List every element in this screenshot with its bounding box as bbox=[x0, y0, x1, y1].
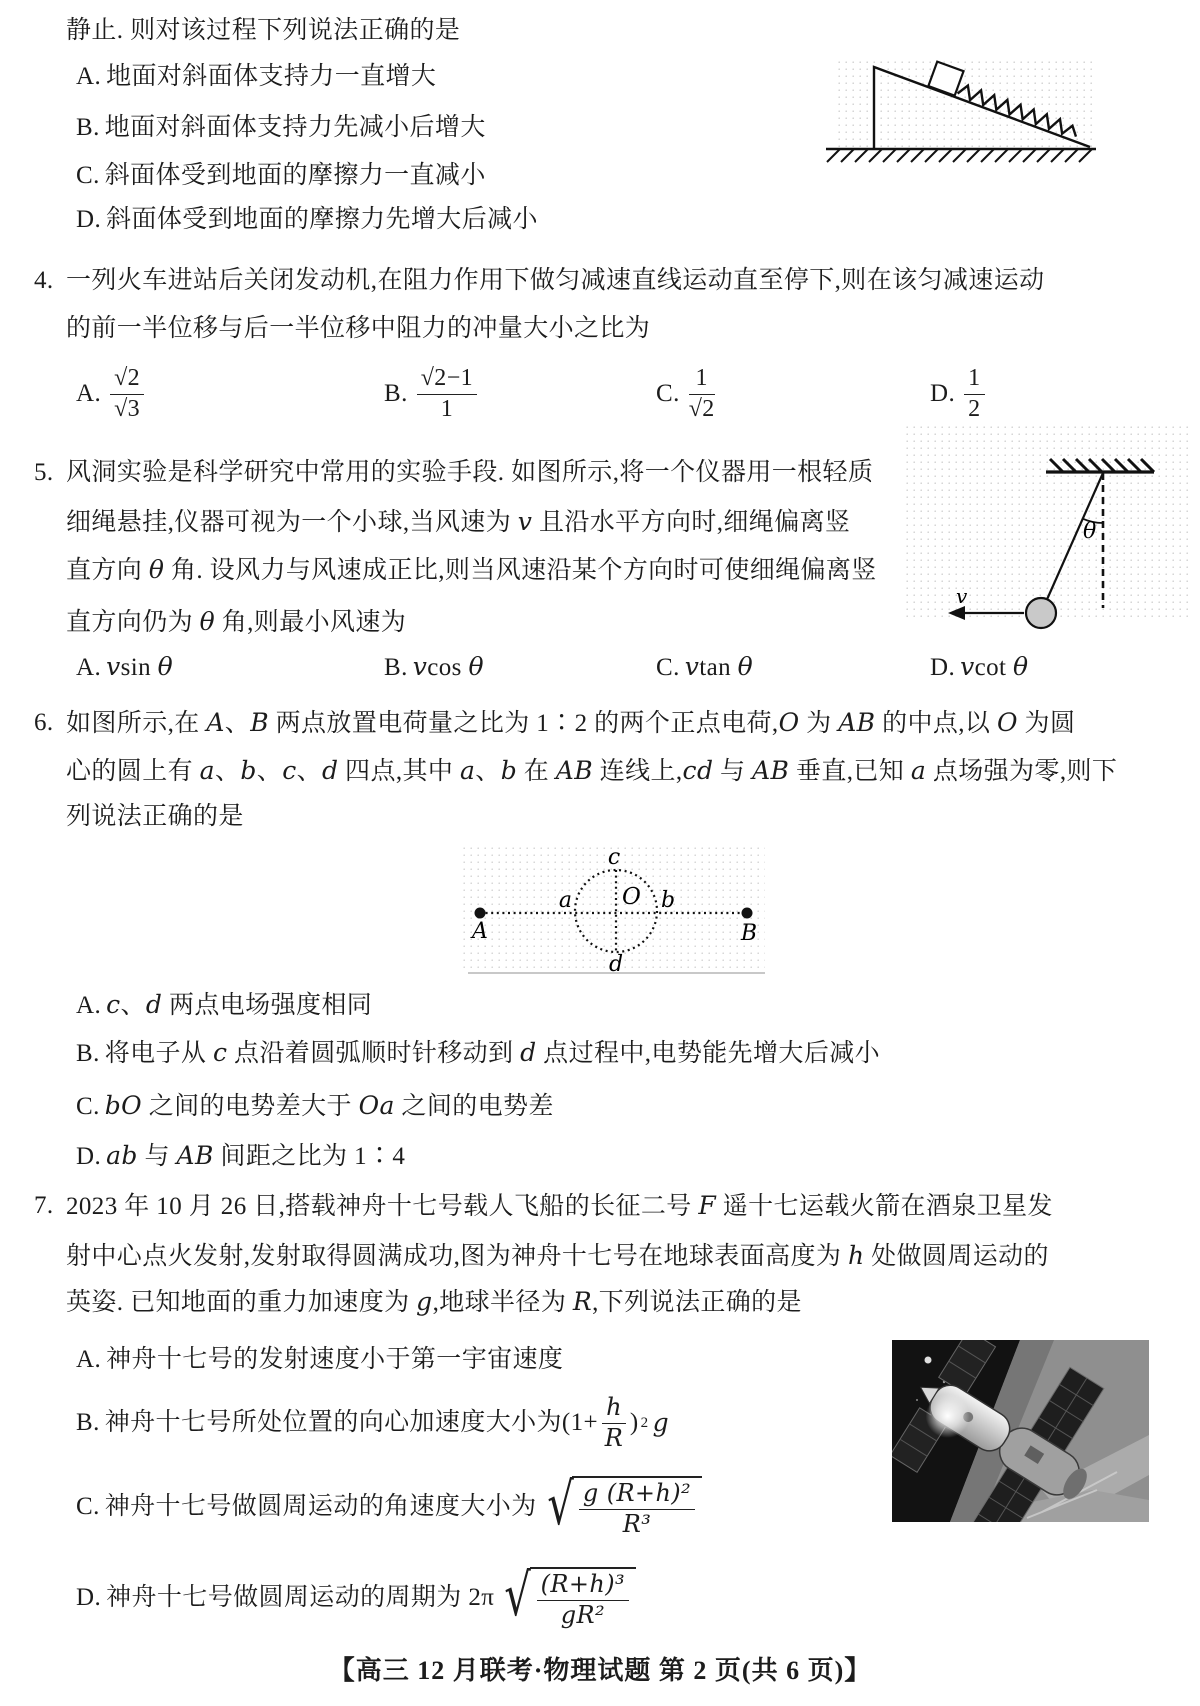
fraction: $\frac{1}{2}$ bbox=[964, 365, 984, 423]
q3-option-c: C. 斜面体受到地面的摩擦力一直减小 bbox=[76, 162, 486, 189]
q7-option-c: C. 神舟十七号做圆周运动的角速度大小为 √ $\frac{\text{g (R+h)²}}{\text{R³}}$ bbox=[76, 1468, 702, 1546]
theta-label: θ bbox=[1083, 519, 1097, 544]
shenzhou-17-photo bbox=[892, 1340, 1149, 1522]
q5-option-c: C. vtan θ bbox=[656, 652, 754, 681]
q4-option-c: C. $\frac{1}{√2}$ bbox=[656, 364, 715, 422]
q3-option-a: A. 地面对斜面体支持力一直增大 bbox=[76, 63, 437, 90]
v-label: v bbox=[956, 584, 968, 608]
incline-spring-block-diagram bbox=[768, 40, 1098, 165]
q6-stem-line-1: 如图所示,在 A、B 两点放置电荷量之比为 1∶2 的两个正点电荷,O 为 AB 的中点,以 O 为圆 bbox=[66, 708, 1076, 737]
wind-pendulum-diagram bbox=[878, 405, 1198, 630]
q6-number: 6. bbox=[34, 709, 54, 736]
q5-option-d: D. vcot θ bbox=[930, 652, 1029, 681]
q4-number: 4. bbox=[34, 267, 54, 294]
label-a: a bbox=[558, 888, 572, 913]
charge-B-dot bbox=[742, 908, 753, 919]
q5-number: 5. bbox=[34, 459, 54, 486]
q6-stem-line-2: 心的圆上有 a、b、c、d 四点,其中 a、b 在 AB 连线上,cd 与 AB 垂直,已知 a 点场强为零,则下 bbox=[66, 756, 1118, 785]
q5-stem-line-3: 直方向 θ 角. 设风力与风速成正比,则当风速沿某个方向时可使细绳偏离竖 bbox=[66, 555, 877, 584]
q6-stem-line-3: 列说法正确的是 bbox=[66, 803, 244, 830]
q5-option-b: B. vcos θ bbox=[384, 652, 484, 681]
charge-A-dot bbox=[475, 908, 486, 919]
label-c: c bbox=[607, 845, 621, 870]
radical-sign: √ bbox=[546, 1470, 574, 1538]
q7-option-b: B. 神舟十七号所处位置的向心加速度大小为(1+ $\frac{h}{R}$ ) 2 g bbox=[76, 1392, 669, 1452]
square-root bbox=[542, 1470, 703, 1538]
q5-option-a: A. vsin θ bbox=[76, 652, 174, 681]
square-root bbox=[499, 1561, 636, 1629]
q4-option-d: D. $\frac{1}{2}$ bbox=[930, 356, 989, 432]
q6-option-d: D. ab 与 AB 间距之比为 1∶4 bbox=[76, 1141, 406, 1170]
fraction: $\frac{\text{g (R+h)²}}{\text{R³}}$ bbox=[579, 1480, 695, 1538]
fraction: $\frac{\text{(R+h)³}}{\text{gR²}}$ bbox=[537, 1571, 629, 1629]
star bbox=[916, 1399, 918, 1401]
star bbox=[925, 1357, 932, 1364]
q7-stem-line-1: 2023 年 10 月 26 日,搭载神舟十七号载人飞船的长征二号 F 遥十七运载火箭在酒泉卫星发 bbox=[66, 1191, 1053, 1220]
q5-stem-line-4: 直方向仍为 θ 角,则最小风速为 bbox=[66, 607, 407, 636]
q4-stem-line-1: 一列火车进站后关闭发动机,在阻力作用下做匀减速直线运动直至停下,则在该匀减速运动 bbox=[66, 267, 1045, 294]
fraction: $\frac{1}{√2}$ bbox=[688, 364, 715, 422]
q4-option-a: A. $\frac{√2}{√3}$ bbox=[76, 356, 148, 432]
ground-hatching bbox=[827, 149, 1092, 162]
radical-sign: √ bbox=[504, 1561, 532, 1629]
q6-option-b: B. 将电子从 c 点沿着圆弧顺时针移动到 d 点过程中,电势能先增大后减小 bbox=[76, 1038, 881, 1067]
halftone-background bbox=[905, 425, 1190, 620]
q4-option-b: B. $\frac{√2-1}{1}$ bbox=[384, 356, 481, 432]
page-footer: 【高三 12 月联考·物理试题 第 2 页(共 6 页)】 bbox=[328, 1656, 872, 1685]
label-d: d bbox=[608, 952, 624, 977]
q7-option-a: A. 神舟十七号的发射速度小于第一宇宙速度 bbox=[76, 1346, 564, 1373]
label-B: B bbox=[740, 921, 758, 946]
q5-stem-line-1: 风洞实验是科学研究中常用的实验手段. 如图所示,将一个仪器用一根轻质 bbox=[66, 459, 874, 486]
q7-stem-line-2: 射中心点火发射,发射取得圆满成功,图为神舟十七号在地球表面高度为 h 处做圆周运动的 bbox=[66, 1241, 1049, 1270]
fraction: $\frac{√2}{√3}$ bbox=[110, 365, 144, 423]
ball bbox=[1026, 598, 1056, 628]
q6-option-c: C. bO 之间的电势差大于 Oa 之间的电势差 bbox=[76, 1091, 554, 1120]
q3-option-d: D. 斜面体受到地面的摩擦力先增大后减小 bbox=[76, 206, 538, 233]
q3-stem: 静止. 则对该过程下列说法正确的是 bbox=[66, 17, 461, 44]
fraction: $\frac{√2-1}{1}$ bbox=[417, 365, 477, 423]
fraction: $\frac{h}{R}$ bbox=[602, 1394, 626, 1452]
charge-circle-diagram bbox=[428, 840, 773, 980]
q7-number: 7. bbox=[34, 1192, 54, 1219]
q3-option-b: B. 地面对斜面体支持力先减小后增大 bbox=[76, 114, 486, 141]
exponent: 2 bbox=[640, 1415, 649, 1431]
label-b: b bbox=[661, 888, 676, 913]
label-O: O bbox=[622, 884, 641, 910]
q5-stem-line-2: 细绳悬挂,仪器可视为一个小球,当风速为 v 且沿水平方向时,细绳偏离竖 bbox=[66, 507, 851, 536]
q6-option-a: A. c、d 两点电场强度相同 bbox=[76, 990, 373, 1019]
q7-stem-line-3: 英姿. 已知地面的重力加速度为 g,地球半径为 R,下列说法正确的是 bbox=[66, 1287, 802, 1316]
label-A: A bbox=[472, 919, 488, 944]
q7-option-d: D. 神舟十七号做圆周运动的周期为 2π √ $\frac{\text{(R+h)³}}{\text{gR²}}$ bbox=[76, 1556, 636, 1640]
q4-stem-line-2: 的前一半位移与后一半位移中阻力的冲量大小之比为 bbox=[66, 315, 651, 342]
